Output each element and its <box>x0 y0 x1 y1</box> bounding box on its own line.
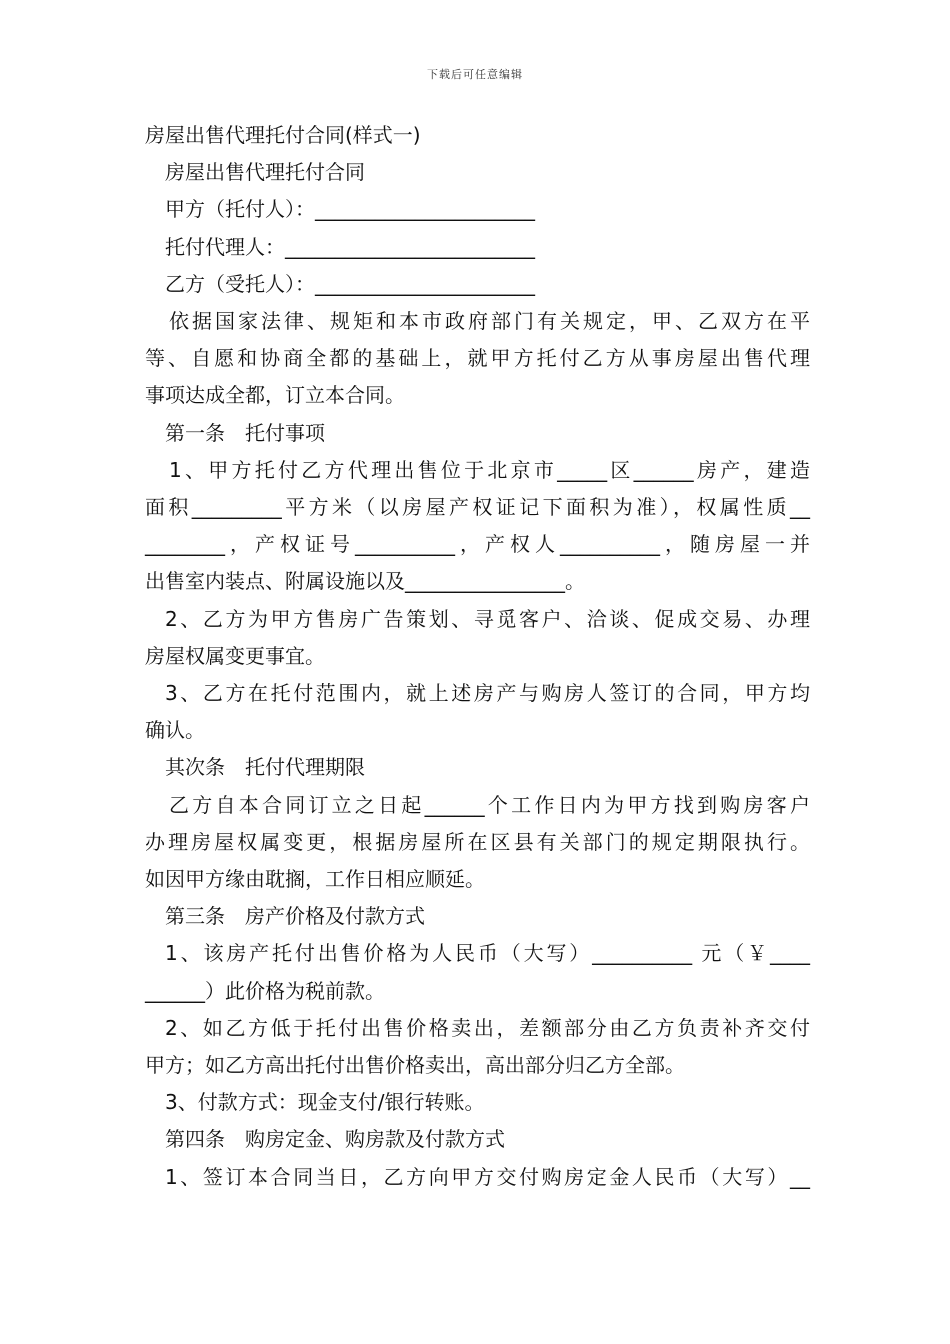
preamble-line: 等、自愿和协商全都的基础上，就甲方托付乙方从事房屋出售代理 <box>145 346 810 371</box>
party-b-line: 乙方（受托人）：______________________ <box>165 271 535 296</box>
article-2-clause: 如因甲方缘由耽搁，工作日相应顺延。 <box>145 867 485 892</box>
article-1-clause: 1、甲方托付乙方代理出售位于北京市_____区______房产，建造 <box>169 457 810 482</box>
page-header-note: 下载后可任意编辑 <box>427 68 523 81</box>
article-1-clause: 面积_________平方米（以房屋产权证记下面积为准），权属性质__ <box>145 495 810 520</box>
article-4-clause: 1、签订本合同当日，乙方向甲方交付购房定金人民币（大写）__ <box>165 1164 810 1189</box>
contract-heading: 房屋出售代理托付合同 <box>165 160 365 185</box>
article-1-heading: 第一条 托付事项 <box>165 420 325 445</box>
article-1-clause: 3、乙方在托付范围内，就上述房产与购房人签订的合同，甲方均 <box>165 681 810 706</box>
document-title: 房屋出售代理托付合同(样式一) <box>145 123 421 147</box>
article-3-clause: 1、该房产托付出售价格为人民币（大写）__________ 元（￥____ <box>165 941 810 966</box>
article-3-clause: 甲方；如乙方高出托付出售价格卖出，高出部分归乙方全部。 <box>145 1053 685 1078</box>
article-3-clause: ______）此价格为税前款。 <box>145 978 385 1003</box>
article-1-clause: 确认。 <box>145 718 205 743</box>
article-4-heading: 第四条 购房定金、购房款及付款方式 <box>165 1127 505 1152</box>
article-2-clause: 乙方自本合同订立之日起______个工作日内为甲方找到购房客户 <box>169 792 810 817</box>
contract-body <box>145 117 810 1196</box>
article-1-clause: 2、乙方为甲方售房广告策划、寻觅客户、洽谈、促成交易、办理 <box>165 606 810 631</box>
article-1-clause: 出售室内装点、附属设施以及________________。 <box>145 569 585 594</box>
article-3-clause: 2、如乙方低于托付出售价格卖出，差额部分由乙方负责补齐交付 <box>165 1015 810 1040</box>
party-a-line: 甲方（托付人）：______________________ <box>165 197 535 222</box>
preamble-line: 依据国家法律、规矩和本市政府部门有关规定，甲、乙双方在平 <box>169 309 810 334</box>
article-2-clause: 办理房屋权属变更，根据房屋所在区县有关部门的规定期限执行。 <box>145 829 810 854</box>
article-3-clause: 3、付款方式：现金支付/银行转账。 <box>165 1090 485 1115</box>
preamble-line: 事项达成全都，订立本合同。 <box>145 383 405 408</box>
agent-line: 托付代理人：_________________________ <box>165 234 535 259</box>
article-1-clause: ________，产权证号__________，产权人__________，随房屋一并 <box>145 532 810 557</box>
article-3-heading: 第三条 房产价格及付款方式 <box>165 904 425 929</box>
article-1-clause: 房屋权属变更事宜。 <box>145 643 325 668</box>
article-2-heading: 其次条 托付代理期限 <box>165 755 365 780</box>
